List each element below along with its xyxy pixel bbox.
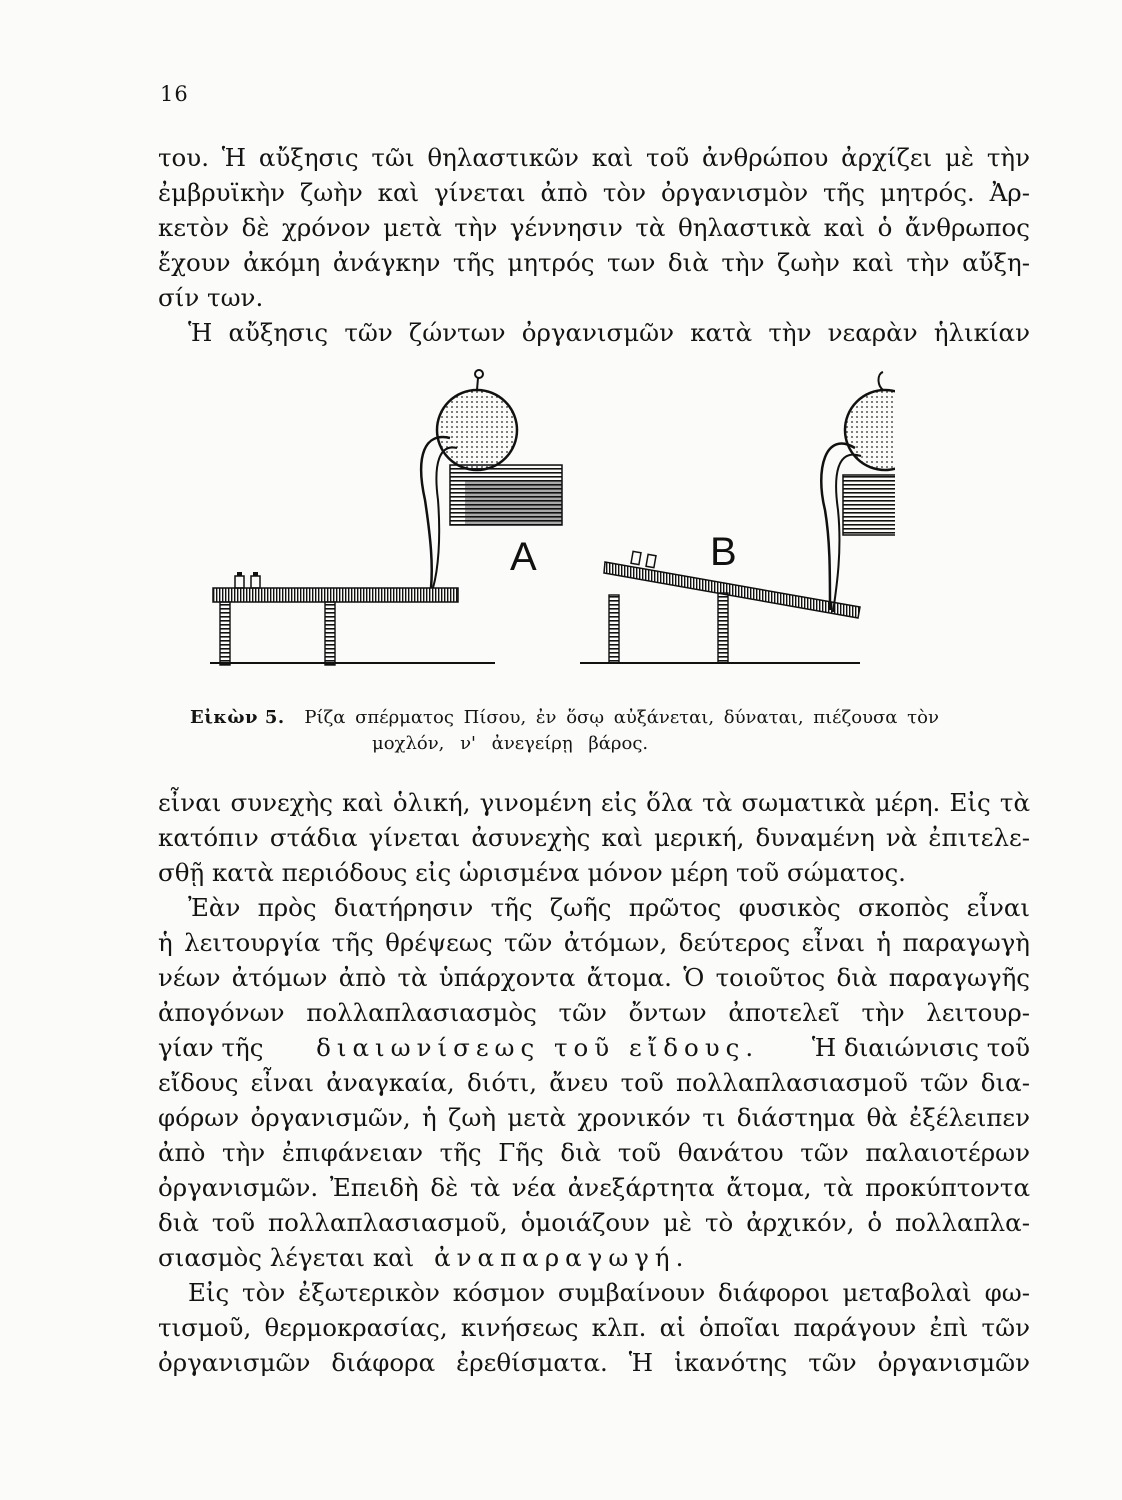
text-line — [158, 1243, 1030, 1273]
weights-b — [631, 551, 656, 567]
text-line: φόρων ὀργανισμῶν, ἡ ζωὴ μετὰ χρονικόν τι διάστημα θὰ ἐξέλειπεν — [158, 1103, 1030, 1132]
text-line: εἶναι συνεχὴς καὶ ὁλική, γινομένη εἰς ὅλα τὰ σωματικὰ μέρη. Εἰς τὰ — [158, 788, 1030, 817]
weights-a — [235, 572, 260, 588]
lever-drawing — [195, 360, 895, 680]
figure-lever-illustration — [195, 360, 895, 684]
text-line — [158, 1033, 1030, 1063]
emphasized-term: διαιωνίσεως τοῦ εἴδους. — [316, 1033, 760, 1062]
text-line: Ἡ αὔξησις τῶν ζώντων ὀργανισμῶν κατὰ τὴν νεαρὰν ἡλικίαν — [188, 318, 1030, 347]
text-line: ἀπογόνων πολλαπλασιασμὸς τῶν ὄντων ἀποτελεῖ τὴν λειτουρ- — [158, 998, 1030, 1027]
text-line: εἴδους εἶναι ἀναγκαία, διότι, ἄνευ τοῦ πολλαπλασιασμοῦ τῶν δια- — [158, 1068, 1030, 1097]
text-line: ἐμβρυϊκὴν ζωὴν καὶ γίνεται ἀπὸ τὸν ὀργανισμὸν τῆς μητρός. Ἀρ- — [158, 178, 1030, 207]
text-line: του. Ἡ αὔξησις τῶι θηλαστικῶν καὶ τοῦ ἀνθρώπου ἀρχίζει μὲ τὴν — [158, 143, 1030, 172]
label-a: A — [510, 535, 537, 579]
text-line: κατόπιν στάδια γίνεται ἀσυνεχὴς καὶ μερική, δυναμένη νὰ ἐπιτελε- — [158, 823, 1030, 852]
text-line: τισμοῦ, θερμοκρασίας, κινήσεως κλπ. αἱ ὁποῖαι παράγουν ἐπὶ τῶν — [158, 1313, 1030, 1342]
text-line: ἔχουν ἀκόμη ἀνάγκην τῆς μητρός των διὰ τὴν ζωὴν καὶ τὴν αὔξη- — [158, 248, 1030, 277]
panel-a — [210, 370, 562, 665]
caption-label: Εἰκὼν 5. — [190, 707, 285, 728]
shelf-block-a — [450, 465, 562, 525]
text-segment: γίαν τῆς — [158, 1033, 264, 1062]
text-line: Εἰς τὸν ἐξωτερικὸν κόσμον συμβαίνουν διάφοροι μεταβολαὶ φω- — [188, 1278, 1030, 1307]
page-number: 16 — [160, 82, 189, 106]
text-line: σίν των. — [158, 283, 264, 312]
text-line: κετὸν δὲ χρόνον μετὰ τὴν γέννησιν τὰ θηλαστικὰ καὶ ὁ ἄνθρωπος — [158, 213, 1030, 242]
caption-text-1: Ρίζα σπέρματος Πίσου, ἐν ὅσῳ αὐξάνεται, δύναται, πιέζουσα τὸν — [304, 707, 939, 728]
panel-b — [580, 372, 895, 663]
text-line: Ἐὰν πρὸς διατήρησιν τῆς ζωῆς πρῶτος φυσικὸς σκοπὸς εἶναι — [188, 893, 1030, 922]
caption-line-1 — [190, 707, 939, 729]
caption-line-2: μοχλόν, ν' ἀνεγείρῃ βάρος. — [372, 733, 649, 754]
text-line: διὰ τοῦ πολλαπλασιασμοῦ, ὁμοιάζουν μὲ τὸ ἀρχικόν, ὁ πολλαπλα- — [158, 1208, 1030, 1237]
text-line: ὀργανισμῶν διάφορα ἐρεθίσματα. Ἡ ἱκανότης τῶν ὀργανισμῶν — [158, 1348, 1030, 1377]
text-segment: σιασμὸς λέγεται καὶ — [158, 1243, 415, 1272]
shelf-block-b — [843, 475, 895, 535]
label-b: B — [710, 530, 737, 574]
text-line: ἀπὸ τὴν ἐπιφάνειαν τῆς Γῆς διὰ τοῦ θανάτου τῶν παλαιοτέρων — [158, 1138, 1030, 1167]
text-line: νέων ἀτόμων ἀπὸ τὰ ὑπάρχοντα ἄτομα. Ὁ τοιοῦτος διὰ παραγωγῆς — [158, 963, 1030, 992]
label-b-wrapper — [710, 530, 737, 575]
text-line: ἡ λειτουργία τῆς θρέψεως τῶν ἀτόμων, δεύτερος εἶναι ἡ παραγωγὴ — [158, 928, 1030, 957]
text-line: ὀργανισμῶν. Ἐπειδὴ δὲ τὰ νέα ἀνεξάρτητα ἄτομα, τὰ προκύπτοντα — [158, 1173, 1030, 1202]
text-line: σθῇ κατὰ περιόδους εἰς ὡρισμένα μόνον μέρη τοῦ σώματος. — [158, 858, 906, 887]
emphasized-term: ἀναπαραγωγή. — [434, 1243, 690, 1272]
text-segment: Ἡ διαιώνισις τοῦ — [811, 1033, 1030, 1062]
